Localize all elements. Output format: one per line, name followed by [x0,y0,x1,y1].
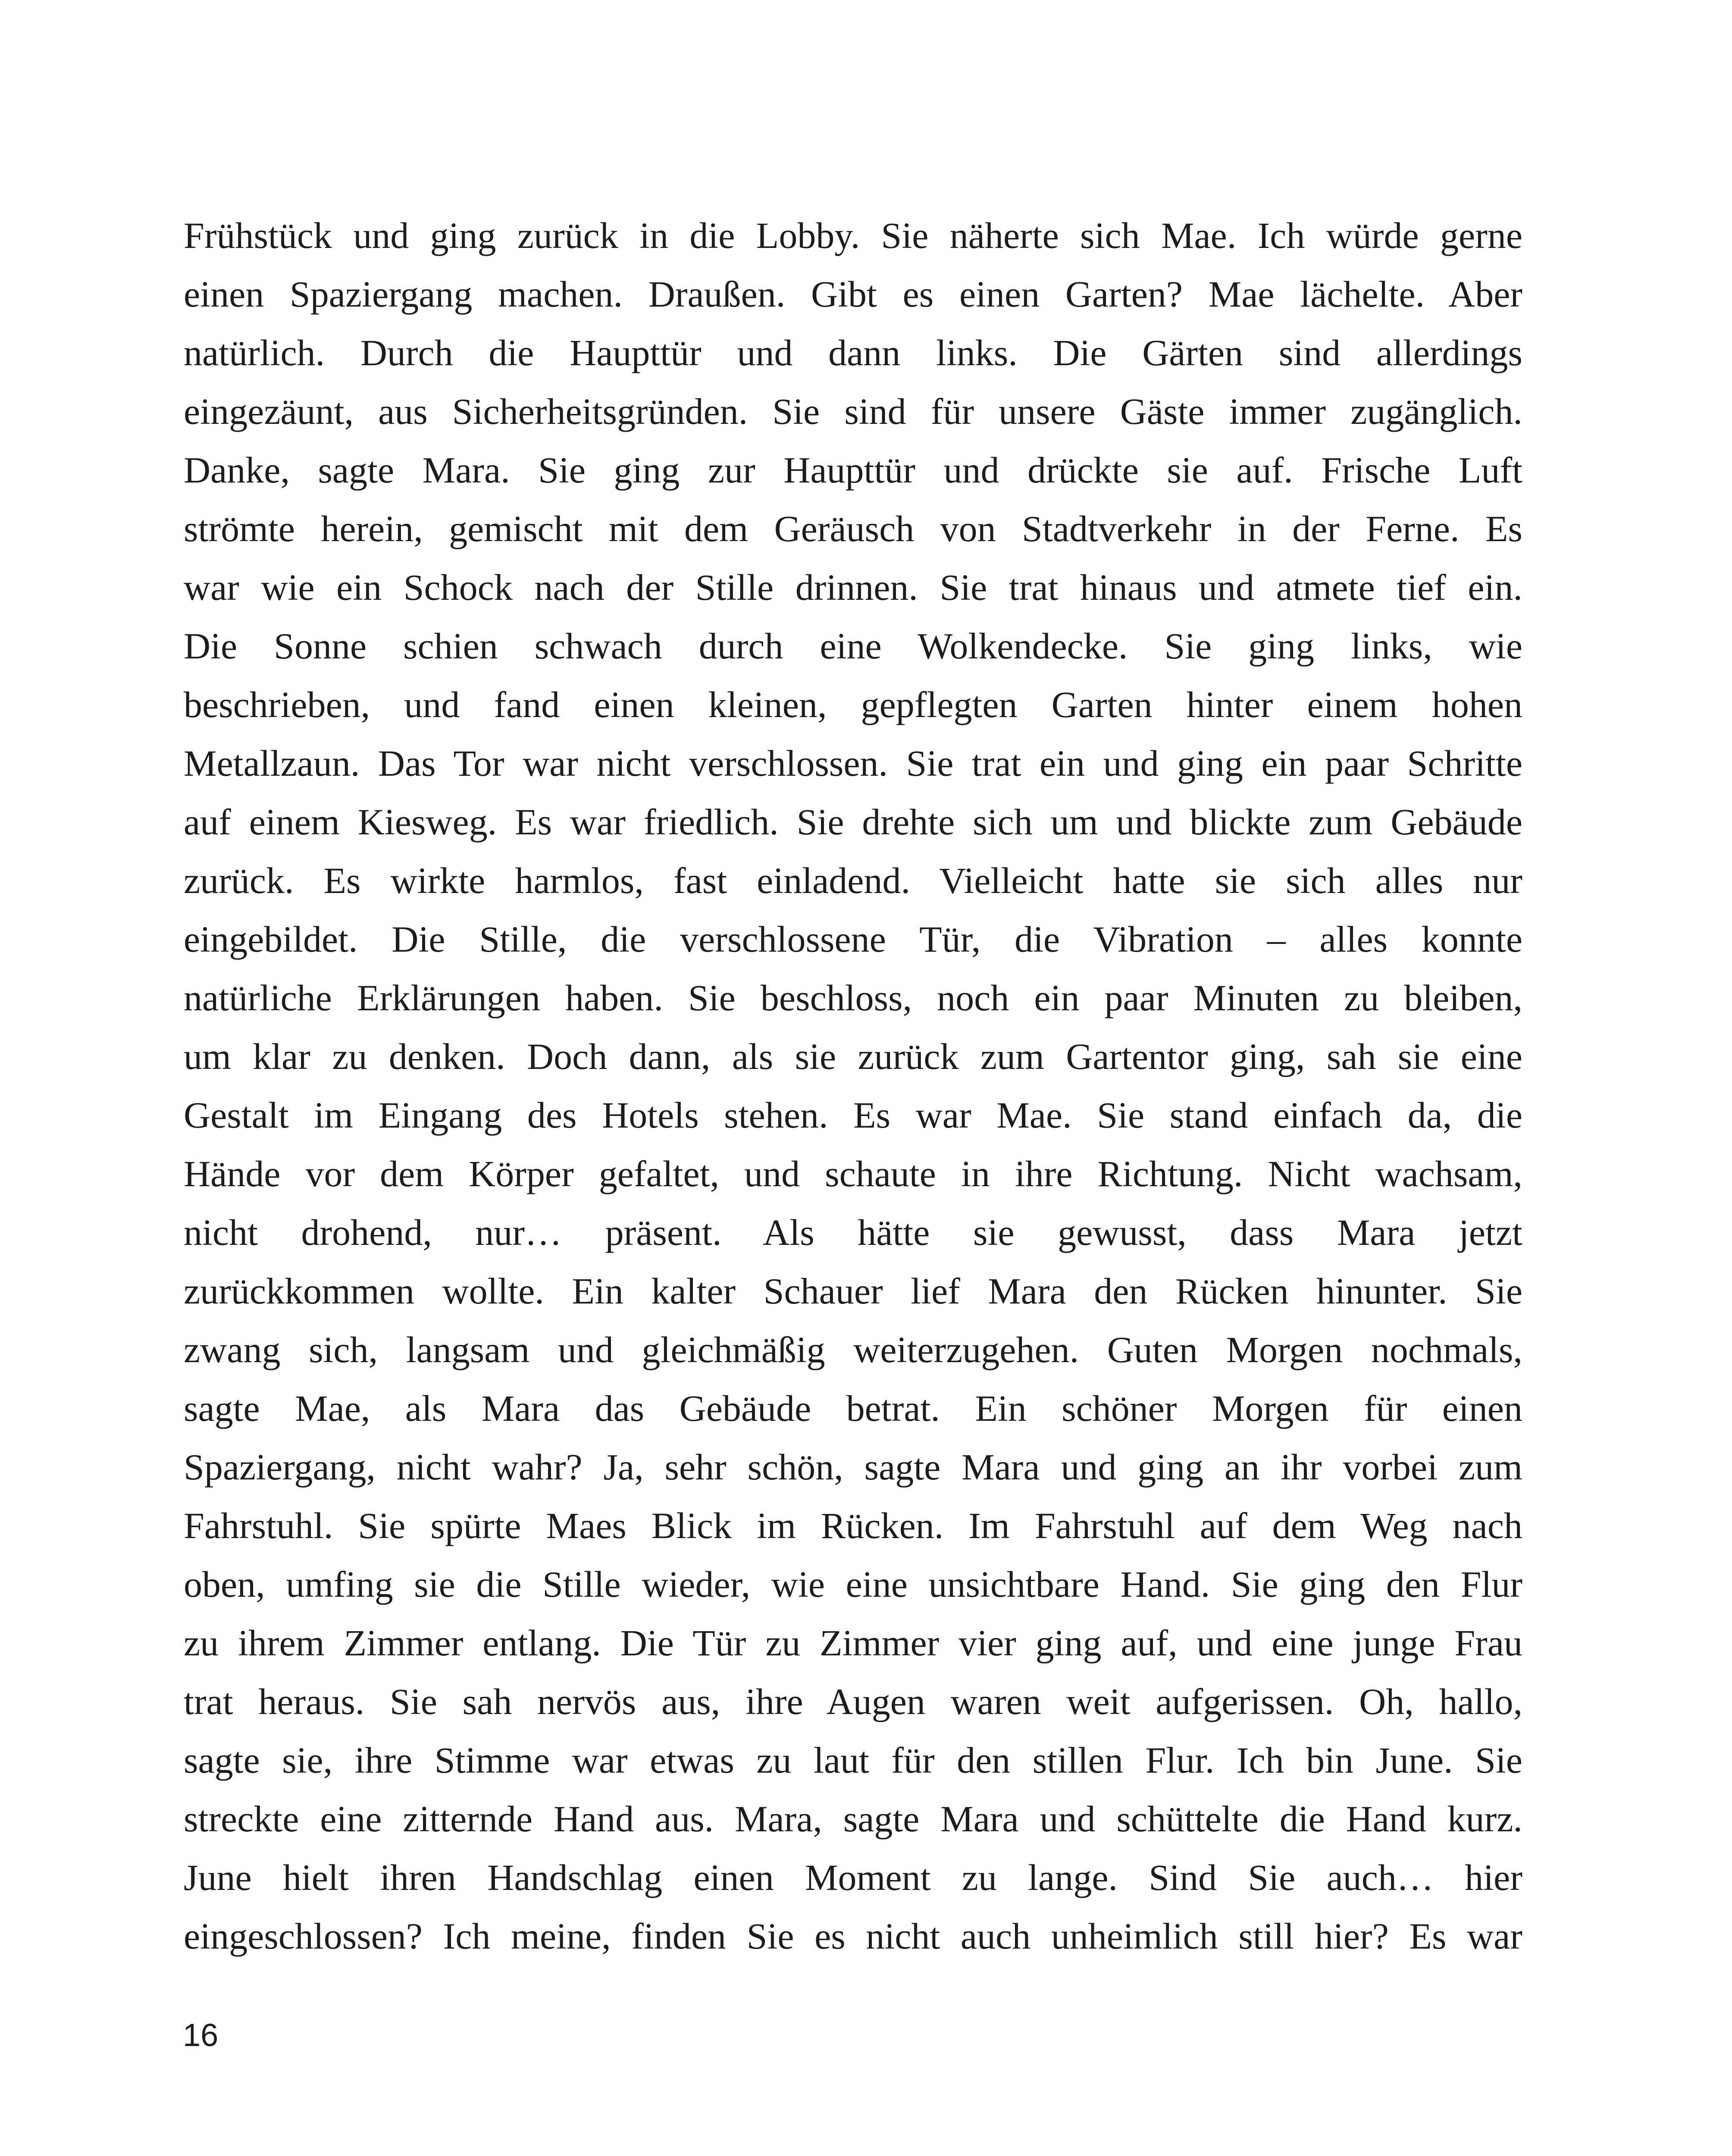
text-line: war wie ein Schock nach der Stille drinnen. Sie trat hinaus und atmete tief ein. [184,567,1522,608]
text-line: eingebildet. Die Stille, die verschlossene Tür, die Vibration – alles konnte [184,918,1522,960]
text-line: strömte herein, gemischt mit dem Geräusch von Stadtverkehr in der Ferne. Es [184,508,1522,549]
text-line: beschrieben, und fand einen kleinen, gepflegten Garten hinter einem hohen [184,684,1522,725]
text-line: Metallzaun. Das Tor war nicht verschlossen. Sie trat ein und ging ein paar Schritte [184,743,1522,784]
body-text [184,206,1522,1965]
text-line: June hielt ihren Handschlag einen Moment zu lange. Sind Sie auch… hier [184,1857,1522,1898]
text-line: nicht drohend, nur… präsent. Als hätte sie gewusst, dass Mara jetzt [184,1212,1522,1253]
text-line: streckte eine zitternde Hand aus. Mara, sagte Mara und schüttelte die Hand kurz. [184,1798,1522,1839]
text-line: eingezäunt, aus Sicherheitsgründen. Sie sind für unsere Gäste immer zugänglich. [184,391,1522,432]
text-line: Gestalt im Eingang des Hotels stehen. Es war Mae. Sie stand einfach da, die [184,1094,1522,1136]
text-line: auf einem Kiesweg. Es war friedlich. Sie drehte sich um und blickte zum Gebäude [184,801,1522,843]
text-line: eingeschlossen? Ich meine, finden Sie es nicht auch unheimlich still hier? Es war [184,1915,1522,1957]
text-line: Frühstück und ging zurück in die Lobby. Sie näherte sich Mae. Ich würde gerne [184,215,1522,256]
text-line: zurück. Es wirkte harmlos, fast einladend. Vielleicht hatte sie sich alles nur [184,860,1522,901]
text-line: Hände vor dem Körper gefaltet, und schaute in ihre Richtung. Nicht wachsam, [184,1153,1522,1194]
text-line: natürliche Erklärungen haben. Sie beschloss, noch ein paar Minuten zu bleiben, [184,977,1522,1018]
text-line: zurückkommen wollte. Ein kalter Schauer lief Mara den Rücken hinunter. Sie [184,1270,1522,1312]
text-line: sagte Mae, als Mara das Gebäude betrat. Ein schöner Morgen für einen [184,1388,1522,1429]
text-line: oben, umfing sie die Stille wieder, wie eine unsichtbare Hand. Sie ging den Flur [184,1564,1522,1605]
text-line: Fahrstuhl. Sie spürte Maes Blick im Rücken. Im Fahrstuhl auf dem Weg nach [184,1505,1522,1546]
text-line: trat heraus. Sie sah nervös aus, ihre Augen waren weit aufgerissen. Oh, hallo, [184,1681,1522,1722]
text-line: einen Spaziergang machen. Draußen. Gibt es einen Garten? Mae lächelte. Aber [184,273,1522,315]
page-number: 16 [183,2017,219,2053]
text-line: zu ihrem Zimmer entlang. Die Tür zu Zimmer vier ging auf, und eine junge Frau [184,1622,1522,1664]
text-line: um klar zu denken. Doch dann, als sie zurück zum Gartentor ging, sah sie eine [184,1036,1522,1077]
text-line: natürlich. Durch die Haupttür und dann links. Die Gärten sind allerdings [184,332,1522,373]
text-line: zwang sich, langsam und gleichmäßig weiterzugehen. Guten Morgen nochmals, [184,1329,1522,1370]
text-line: Die Sonne schien schwach durch eine Wolkendecke. Sie ging links, wie [184,625,1522,667]
text-line: Danke, sagte Mara. Sie ging zur Haupttür und drückte sie auf. Frische Luft [184,449,1522,491]
text-line: sagte sie, ihre Stimme war etwas zu laut für den stillen Flur. Ich bin June. Sie [184,1739,1522,1781]
text-line: Spaziergang, nicht wahr? Ja, sehr schön, sagte Mara und ging an ihr vorbei zum [184,1446,1522,1488]
